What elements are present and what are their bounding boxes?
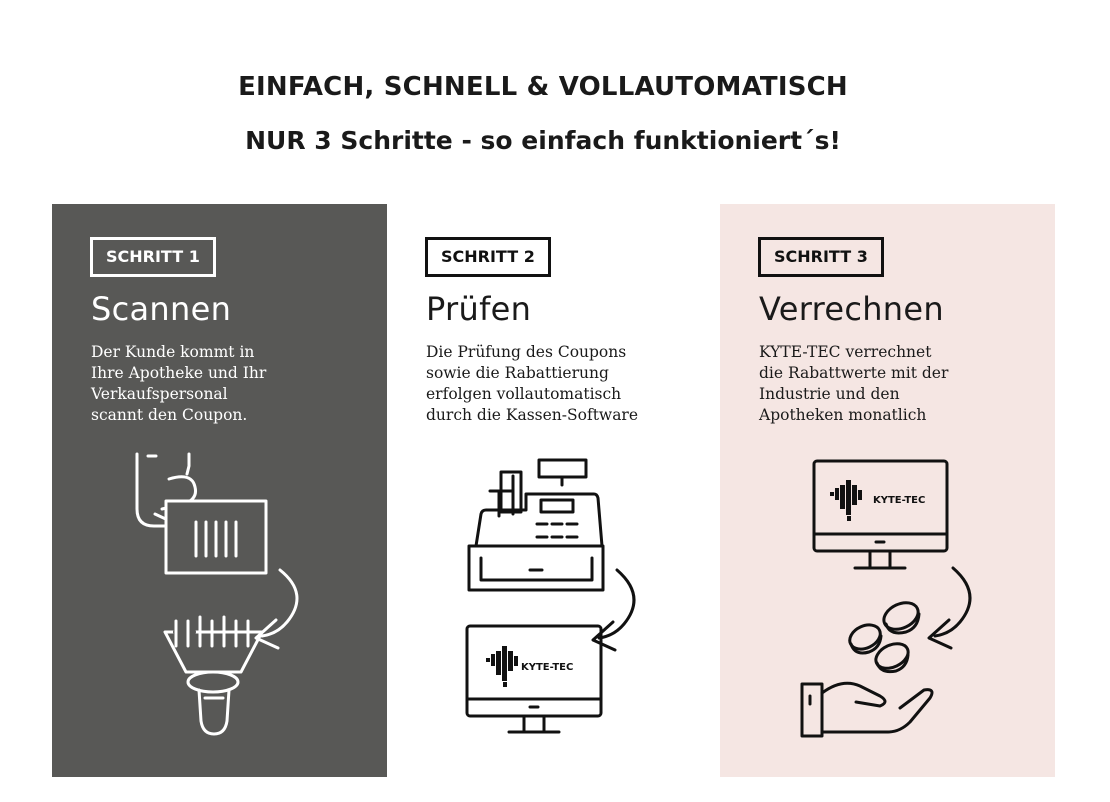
- page-title: EINFACH, SCHNELL & VOLLAUTOMATISCH: [238, 72, 848, 102]
- coins-icon: [846, 598, 923, 674]
- barcode-scanner-icon: [165, 617, 262, 734]
- kyte-tec-logo-text: KYTE-TEC: [873, 495, 926, 506]
- step-1-badge: SCHRITT 1: [90, 237, 216, 277]
- kyte-tec-logo-text: KYTE-TEC: [521, 662, 574, 673]
- cash-register-icon: [469, 460, 603, 590]
- step-1-line: scannt den Coupon.: [91, 406, 248, 424]
- step-2-title: Prüfen: [426, 290, 532, 328]
- curved-arrow-icon: [593, 570, 634, 650]
- monitor-icon: [814, 461, 947, 568]
- step-2-line: sowie die Rabattierung: [426, 364, 609, 382]
- step-3-panel: [720, 204, 1055, 777]
- step-3-title: Verrechnen: [759, 290, 944, 328]
- step-3-line: Apotheken monatlich: [759, 406, 927, 424]
- step-3-line: Industrie und den: [759, 385, 900, 403]
- curved-arrow-icon: [256, 570, 297, 648]
- monitor-icon: [467, 626, 601, 732]
- step-1-line: Verkaufspersonal: [91, 385, 228, 403]
- step-1-line: Ihre Apotheke und Ihr: [91, 364, 267, 382]
- step-3-line: KYTE-TEC verrechnet: [759, 343, 932, 361]
- step-2-panel: [387, 204, 722, 777]
- curved-arrow-icon: [929, 568, 970, 648]
- kyte-tec-logo-icon: [486, 646, 518, 687]
- step-1-title: Scannen: [91, 290, 232, 328]
- step-1-line: Der Kunde kommt in: [91, 343, 255, 361]
- settle-illustration: [720, 204, 1055, 777]
- check-illustration: [387, 204, 722, 777]
- scan-coupon-illustration: [52, 204, 387, 777]
- step-2-badge: SCHRITT 2: [425, 237, 551, 277]
- kyte-tec-logo-icon: [830, 480, 862, 521]
- step-1-panel: [52, 204, 387, 777]
- step-2-line: Die Prüfung des Coupons: [426, 343, 627, 361]
- page-subtitle: NUR 3 Schritte - so einfach funktioniert´s!: [245, 126, 841, 155]
- step-2-line: durch die Kassen-Software: [426, 406, 639, 424]
- step-3-badge: SCHRITT 3: [758, 237, 884, 277]
- step-2-line: erfolgen vollautomatisch: [426, 385, 622, 403]
- open-hand-icon: [802, 683, 932, 736]
- step-3-line: die Rabattwerte mit der: [759, 364, 949, 382]
- hand-holding-coupon-icon: [137, 454, 266, 573]
